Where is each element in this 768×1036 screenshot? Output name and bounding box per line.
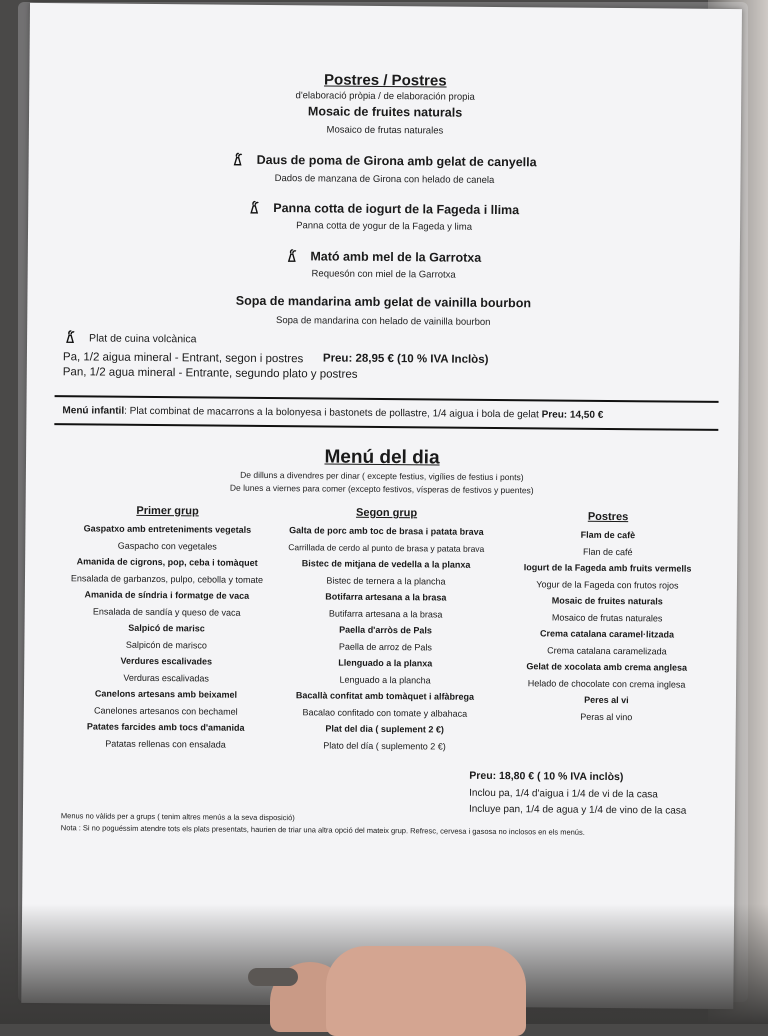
menu-item: Llenguado a la planxa [338, 657, 433, 669]
menu-item: Amanida de cigrons, pop, ceba i tomàquet [76, 556, 258, 568]
menu-item: Plat del dia ( suplement 2 €) [325, 723, 444, 735]
menu-item: Bistec de mitjana de vedella a la planxa [301, 558, 471, 570]
dish-translation: Dados de manzana de Girona con helado de canela [274, 173, 495, 186]
dish-name: Mató amb mel de la Garrotxa [310, 249, 482, 265]
menu-item-translation: Yogur de la Fageda con frutos rojos [536, 578, 679, 591]
menu-item-translation: Salpicón de marisco [125, 639, 207, 650]
dish-translation: Mosaico de frutas naturales [326, 124, 444, 137]
dishes-note: Nota : Si no poguéssim atendre tots els plats presentats, haurien de triar una altra opció del mateix grup. Refresc, cervesa i gasosa no inclosos en els menús. [60, 823, 585, 837]
dish-row [29, 150, 741, 171]
column-heading: Postres [587, 510, 629, 524]
menu-item-translation: Verduras escalivadas [123, 672, 209, 683]
menu-item: Salpicó de marisc [128, 622, 205, 634]
postres-price: Preu: 28,95 € (10 % IVA Inclòs) [322, 352, 489, 366]
kids-menu-text: : Plat combinat de macarrons a la bolonyesa i bastonets de pollastre, 1/4 aigua i bola de gelat [124, 405, 539, 421]
menu-item-translation: Ensalada de sandía y queso de vaca [92, 605, 241, 618]
menu-item: Botifarra artesana a la brasa [325, 591, 447, 603]
menu-item: Crema catalana caramel·litzada [539, 628, 675, 640]
menu-item: Galta de porc amb toc de brasa i patata brava [289, 525, 484, 537]
dish-translation: Requesón con miel de la Garrotxa [311, 268, 456, 281]
menu-item-translation: Crema catalana caramelizada [547, 644, 667, 656]
volcano-icon [286, 248, 300, 262]
menu-item-translation: Peras al vino [580, 711, 633, 722]
volcano-icon [249, 200, 263, 214]
column-segon-grup [269, 502, 501, 755]
menu-item-translation: Patatas rellenas con ensalada [105, 738, 226, 750]
volcanic-legend [65, 329, 197, 345]
menu-item: Amanida de síndria i formatge de vaca [84, 589, 250, 601]
menu-item: Patates farcides amb tocs d'amanida [86, 721, 245, 733]
menu-item: Bacallà confitat amb tomàquet i alfàbrega [295, 690, 475, 702]
postres-subtitle: d'elaboració pròpia / de elaboración propia [295, 90, 475, 103]
menu-item: Verdures escalivades [120, 655, 213, 667]
ring [248, 968, 298, 986]
dish-translation: Sopa de mandarina con helado de vainilla bourbon [275, 315, 491, 328]
menu-item-translation: Helado de chocolate con crema inglesa [527, 677, 686, 690]
kids-menu-price: Preu: 14,50 € [541, 409, 604, 421]
menu-item-translation: Gaspacho con vegetales [117, 540, 217, 552]
schedule-catalan: De dilluns a divendres per dinar ( excepte festius, vigílies de festius i ponts) [240, 469, 524, 483]
menu-item: Mosaic de fruites naturals [551, 595, 663, 607]
menu-item-translation: Carrillada de cerdo al punto de brasa y patata brava [288, 541, 485, 554]
menu-item-translation: Mosaico de frutas naturales [551, 611, 663, 623]
menu-item-translation: Paella de arroz de Pals [338, 641, 432, 652]
dish-name: Panna cotta de iogurt de la Fageda i llima [273, 201, 520, 218]
postres-title: Postres / Postres [323, 71, 447, 90]
dish-name: Sopa de mandarina amb gelat de vainilla bourbon [235, 293, 532, 311]
menu-item: Gaspatxo amb entreteniments vegetals [83, 523, 252, 535]
menu-item: Peres al vi [584, 694, 629, 706]
dish-name: Daus de poma de Girona amb gelat de canyella [256, 152, 537, 170]
menu-item-translation: Bacalao confitado con tomate y albahaca [302, 706, 468, 719]
menu-item-translation: Butifarra artesana a la brasa [328, 608, 443, 620]
includes-spanish: Pan, 1/2 agua mineral - Entrante, segundo plato y postres [62, 366, 358, 381]
hand [230, 938, 560, 1024]
menu-item: Gelat de xocolata amb crema anglesa [526, 661, 688, 673]
column-heading: Primer grup [136, 504, 199, 518]
menu-item-translation: Plato del día ( suplemento 2 €) [323, 739, 446, 752]
includes-spanish: Incluye pan, 1/4 de agua y 1/4 de vino de la casa [468, 803, 687, 817]
menu-del-dia-price: Preu: 18,80 € ( 10 % IVA inclòs) [469, 769, 624, 784]
menu-item: Canelons artesans amb beixamel [94, 688, 238, 700]
menu-del-dia-title: Menú del dia [324, 446, 440, 469]
menu-sheet [21, 3, 742, 1009]
menu-item-translation: Lenguado a la plancha [339, 674, 431, 685]
finger [326, 946, 526, 1036]
menu-item: Flam de cafè [580, 529, 636, 541]
menu-item-translation: Ensalada de garbanzos, pulpo, cebolla y tomate [70, 572, 264, 585]
volcano-icon [65, 329, 79, 343]
menu-item: Paella d'arròs de Pals [339, 624, 432, 636]
legend-text: Plat de cuina volcànica [89, 332, 197, 346]
volcano-icon [233, 152, 247, 166]
dish-row [28, 198, 740, 219]
dish-name: Mosaic de fruites naturals [307, 104, 463, 120]
column-heading: Segon grup [355, 506, 418, 520]
dish-row [28, 246, 740, 267]
groups-note: Menus no vàlids per a grups ( tenim altres menús a la seva disposició) [60, 811, 295, 823]
menu-item-translation: Bistec de ternera a la plancha [326, 575, 446, 587]
kids-menu-label: Menú infantil [62, 405, 125, 417]
includes-catalan: Inclou pa, 1/4 d'aigua i 1/4 de vi de la casa [469, 787, 658, 801]
menu-item-translation: Canelones artesanos con bechamel [94, 704, 238, 717]
dish-translation: Panna cotta de yogur de la Fageda y lima [296, 220, 473, 233]
column-primer-grup [55, 500, 277, 753]
menu-item-translation: Flan de café [582, 546, 633, 557]
kids-menu [62, 405, 603, 421]
menu-item: Iogurt de la Fageda amb fruits vermells [523, 562, 692, 574]
divider [54, 423, 718, 431]
schedule-spanish: De lunes a viernes para comer (excepto festivos, vísperas de festivos y puentes) [229, 482, 534, 496]
divider [55, 395, 719, 403]
includes-catalan: Pa, 1/2 aigua mineral - Entrant, segon i postres [62, 351, 304, 366]
column-postres [494, 506, 721, 726]
